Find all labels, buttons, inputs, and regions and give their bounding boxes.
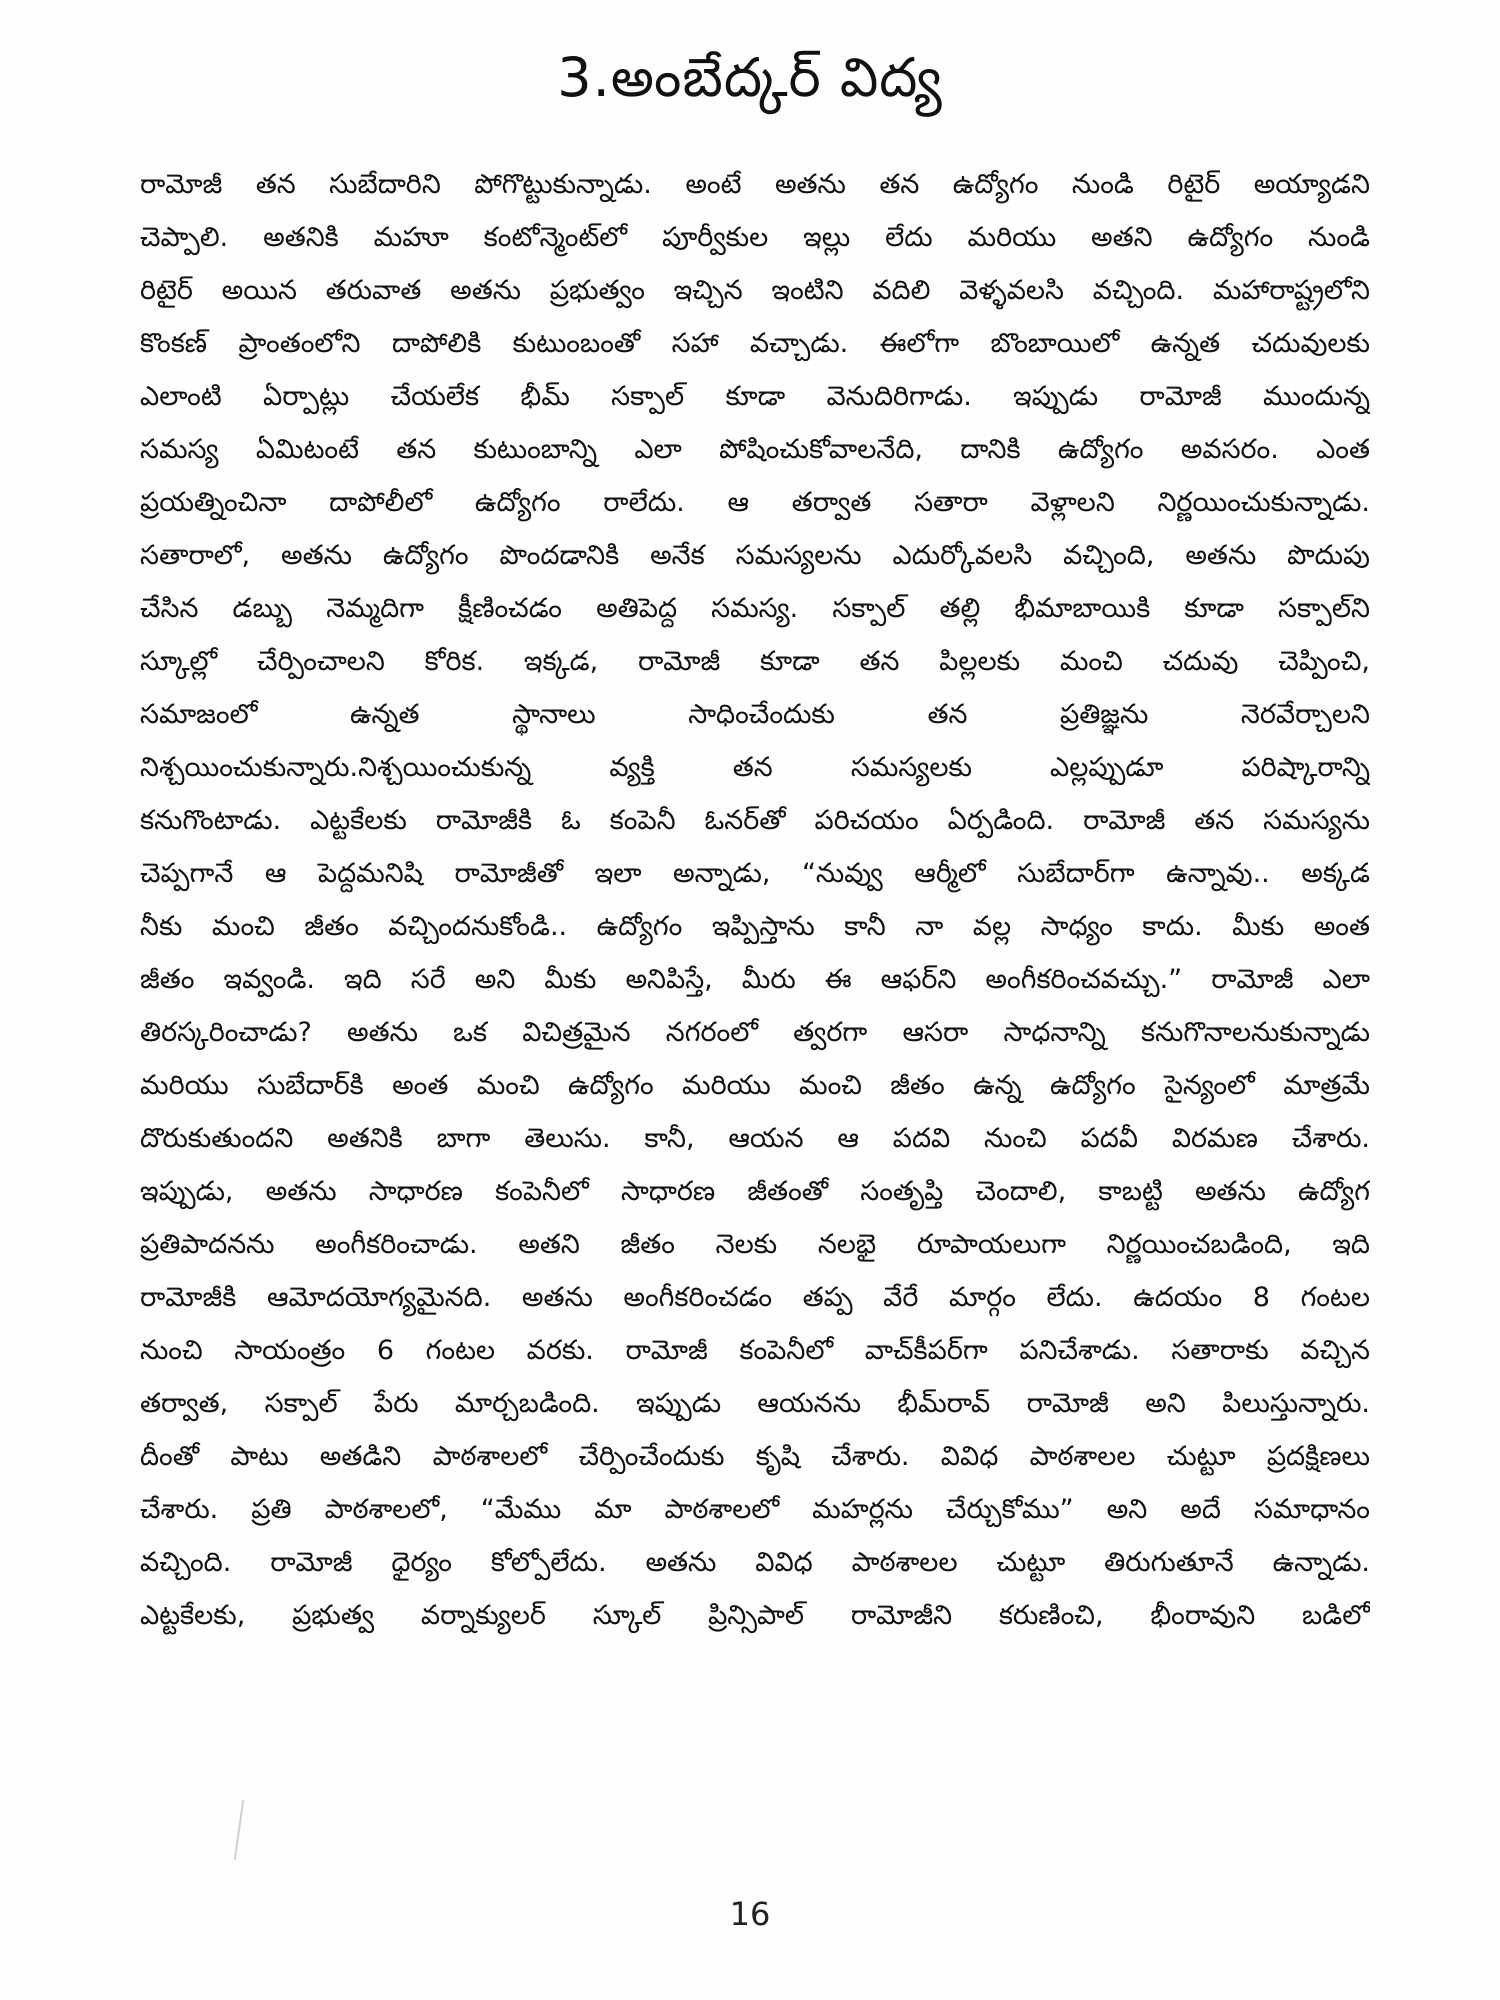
- text-line: ఎలాంటి ఏర్పాట్లు చేయలేక భీమ్ సక్పాల్ కూడా వెనుదిరిగాడు. ఇప్పుడు రామోజీ ముందున్న: [140, 381, 1370, 412]
- text-line: జీతం ఇవ్వండి. ఇది సరే అని మీకు అనిపిస్తే, మీరు ఈ ఆఫర్‌ని అంగీకరించవచ్చు.” రామోజీ ఎలా: [140, 964, 1370, 995]
- text-line: స్కూల్లో చేర్పించాలని కోరిక. ఇక్కడ, రామోజీ కూడా తన పిల్లలకు మంచి చదువు చెప్పించి,: [140, 646, 1370, 677]
- scan-mark: [234, 1800, 244, 1860]
- text-line: చేశారు. ప్రతి పాఠశాలలో, “మేము మా పాఠశాలలో మహర్లను చేర్చుకోము” అని అదే సమాధానం: [140, 1494, 1370, 1525]
- text-line: రిటైర్ అయిన తరువాత అతను ప్రభుత్వం ఇచ్చిన ఇంటిని వదిలి వెళ్ళవలసి వచ్చింది. మహారాష్ట్రలోని: [140, 275, 1370, 306]
- text-line: ఎట్టకేలకు, ప్రభుత్వ వర్నాక్యులర్ స్కూల్ ప్రిన్సిపాల్ రామోజీని కరుణించి, భీంరావుని బడిలో: [140, 1600, 1370, 1631]
- text-line: చెప్పగానే ఆ పెద్దమనిషి రామోజీతో ఇలా అన్నాడు, “నువ్వు ఆర్మీలో సుబేదార్‌గా ఉన్నావు.. అక్కడ: [140, 858, 1370, 889]
- text-line: తర్వాత, సక్పాల్ పేరు మార్చబడింది. ఇప్పుడు ఆయనను భీమ్‌రావ్ రామోజీ అని పిలుస్తున్నారు.: [140, 1388, 1370, 1419]
- text-line: నీకు మంచి జీతం వచ్చిందనుకోండి.. ఉద్యోగం ఇప్పిస్తాను కానీ నా వల్ల సాధ్యం కాదు. మీకు అంత: [140, 911, 1370, 942]
- text-line: దీంతో పాటు అతడిని పాఠశాలలో చేర్పించేందుకు కృషి చేశారు. వివిధ పాఠశాలల చుట్టూ ప్రదక్షిణలు: [140, 1441, 1370, 1472]
- text-line: ప్రతిపాదనను అంగీకరించాడు. అతని జీతం నెలకు నలభై రూపాయలుగా నిర్ణయించబడింది, ఇది: [140, 1229, 1370, 1260]
- text-line: తిరస్కరించాడు? అతను ఒక విచిత్రమైన నగరంలో త్వరగా ఆసరా సాధనాన్ని కనుగొనాలనుకున్నాడు: [140, 1017, 1370, 1048]
- text-line: కొంకణ్ ప్రాంతంలోని దాపోలికి కుటుంబంతో సహా వచ్చాడు. ఈలోగా బొంబాయిలో ఉన్నత చదువులకు: [140, 328, 1370, 359]
- text-line: సమస్య ఏమిటంటే తన కుటుంబాన్ని ఎలా పోషించుకోవాలనేది, దానికి ఉద్యోగం అవసరం. ఎంత: [140, 434, 1370, 465]
- body-paragraph: [140, 158, 1370, 1642]
- page-number: 16: [729, 1895, 771, 1933]
- chapter-title: 3.అంబేద్కర్ విద్య: [557, 46, 943, 109]
- text-line: రామోజీ తన సుబేదారిని పోగొట్టుకున్నాడు. అంటే అతను తన ఉద్యోగం నుండి రిటైర్ అయ్యాడని: [140, 169, 1370, 200]
- text-line: నుంచి సాయంత్రం 6 గంటల వరకు. రామోజీ కంపెనీలో వాచ్‌కీపర్‌గా పనిచేశాడు. సతారాకు వచ్చిన: [140, 1335, 1370, 1366]
- text-line: ప్రయత్నించినా దాపోలీలో ఉద్యోగం రాలేదు. ఆ తర్వాత సతారా వెళ్లాలని నిర్ణయించుకున్నాడు.: [140, 487, 1370, 518]
- text-line: చేసిన డబ్బు నెమ్మదిగా క్షీణించడం అతిపెద్ద సమస్య. సక్పాల్ తల్లి భీమాబాయికి కూడా సక్పాల్‌ని: [140, 593, 1370, 624]
- text-line: నిశ్చయించుకున్నారు.నిశ్చయించుకున్న వ్యక్తి తన సమస్యలకు ఎల్లప్పుడూ పరిష్కారాన్ని: [140, 752, 1370, 783]
- text-line: సమాజంలో ఉన్నత స్థానాలు సాధించేందుకు తన ప్రతిజ్ఞను నెరవేర్చాలని: [140, 699, 1370, 730]
- text-line: కనుగొంటాడు. ఎట్టకేలకు రామోజీకి ఓ కంపెనీ ఓనర్‌తో పరిచయం ఏర్పడింది. రామోజీ తన సమస్యను: [140, 805, 1370, 836]
- text-line: వచ్చింది. రామోజీ ధైర్యం కోల్పోలేదు. అతను వివిధ పాఠశాలల చుట్టూ తిరుగుతూనే ఉన్నాడు.: [140, 1547, 1370, 1578]
- text-line: చెప్పాలి. అతనికి మహూ కంటోన్మెంట్‌లో పూర్వీకుల ఇల్లు లేదు మరియు అతని ఉద్యోగం నుండి: [140, 222, 1370, 253]
- text-line: దొరుకుతుందని అతనికి బాగా తెలుసు. కానీ, ఆయన ఆ పదవి నుంచి పదవీ విరమణ చేశారు.: [140, 1123, 1370, 1154]
- text-line: మరియు సుబేదార్‌కి అంత మంచి ఉద్యోగం మరియు మంచి జీతం ఉన్న ఉద్యోగం సైన్యంలో మాత్రమే: [140, 1070, 1370, 1101]
- text-line: ఇప్పుడు, అతను సాధారణ కంపెనీలో సాధారణ జీతంతో సంతృప్తి చెందాలి, కాబట్టి అతను ఉద్యోగ: [140, 1176, 1370, 1207]
- text-line: సతారాలో, అతను ఉద్యోగం పొందడానికి అనేక సమస్యలను ఎదుర్కోవలసి వచ్చింది, అతను పొదుపు: [140, 540, 1370, 571]
- text-line: రామోజీకి ఆమోదయోగ్యమైనది. అతను అంగీకరించడం తప్ప వేరే మార్గం లేదు. ఉదయం 8 గంటల: [140, 1282, 1370, 1313]
